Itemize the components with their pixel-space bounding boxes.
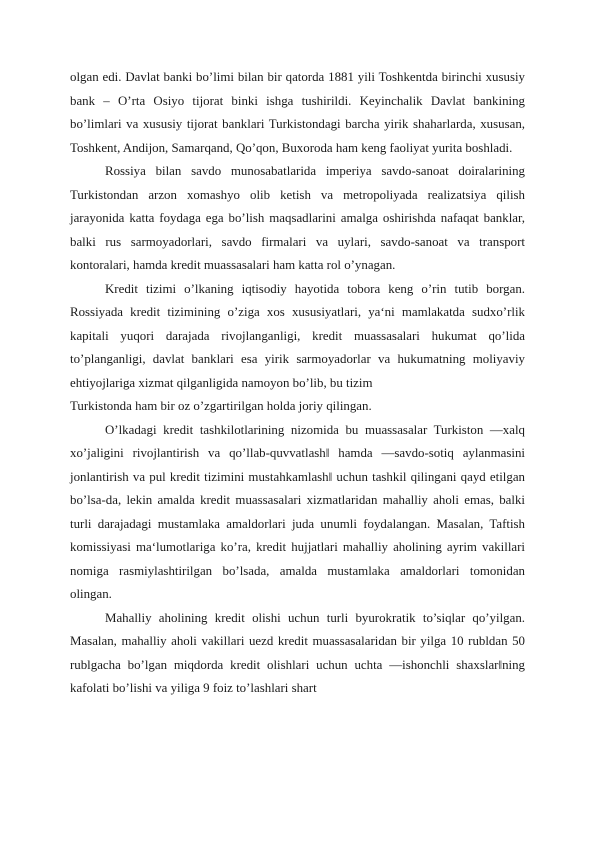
body-text — [70, 66, 525, 701]
paragraph-3: Kredit tizimi o’lkaning iqtisodiy hayotida tobora keng o’rin tutib borgan. Rossiyada kredit tizimining o’ziga xos xususiyatlari, ya‘ni mamlakatda sudxo’rlik kapitali yuqori darajada rivojlanganligi, kredit muassasalari hukumat qo’lida to’planganligi, davlat banklari esa yirik sarmoyadorlar va hukumatning moliyaviy ehtiyojlariga xizmat qilganligida namoyon bo’lib, bu tizim — [70, 281, 525, 390]
paragraph-1: olgan edi. Davlat banki bo’limi bilan bir qatorda 1881 yili Toshkentda birinchi xususiy bank – O’rta Osiyo tijorat binki ishga tushirildi. Keyinchalik Davlat bankining bo’limlari va xususiy tijorat banklari Turkistondagi barcha yirik shaharlarda, xususan, Toshkent, Andijon, Samarqand, Qo’qon, Buxoroda ham keng faoliyat yurita boshladi. — [70, 70, 525, 155]
paragraph-3-continuation: Turkistonda ham bir oz o’zgartirilgan holda joriy qilingan. — [70, 399, 372, 413]
paragraph-2: Rossiya bilan savdo munosabatlarida imperiya savdo-sanoat doiralarining Turkistondan arzon xomashyo olib ketish va metropoliyada realizatsiya qilish jarayonida katta foydaga ega bo’lish maqsadlarini amalga oshirishda nafaqat banklar, balki rus sarmoyadorlari, savdo firmalari va uylari, savdo-sanoat va transport kontoralari, hamda kredit muassasalari ham katta rol o’ynagan. — [70, 164, 525, 272]
paragraph-4: O’lkadagi kredit tashkilotlarining nizomida bu muassasalar Turkiston ―xalq xo’jaligini rivojlantirish va qo’llab-quvvatlash‖ hamda ―savdo-sotiq aylanmasini jonlantirish va pul kredit tizimini mustahkamlash‖ uchun tashkil qilingani qayd etilgan bo’lsa-da, lekin amalda kredit muassasalari xizmatlaridan mahalliy aholi emas, balki turli darajadagi mustamlaka amaldorlari juda unumli foydalangan. Masalan, Taftish komissiyasi ma‘lumotlariga ko’ra, kredit hujjatlari mahalliy aholining ayrim vakillari nomiga rasmiylashtirilgan bo’lsada, amalda mustamlaka amaldorlari tomonidan olingan. — [70, 422, 525, 601]
paragraph-5: Mahalliy aholining kredit olishi uchun turli byurokratik to’siqlar qo’yilgan. Masalan, mahalliy aholi vakillari uezd kredit muassasalaridan bir yilga 10 rubldan 50 rublgacha bo’lgan miqdorda kredit olishlari uchun uchta ―ishonchli shaxslar‖ning kafolati bo’lishi va yiliga 9 foiz to’lashlari shart — [70, 610, 525, 695]
